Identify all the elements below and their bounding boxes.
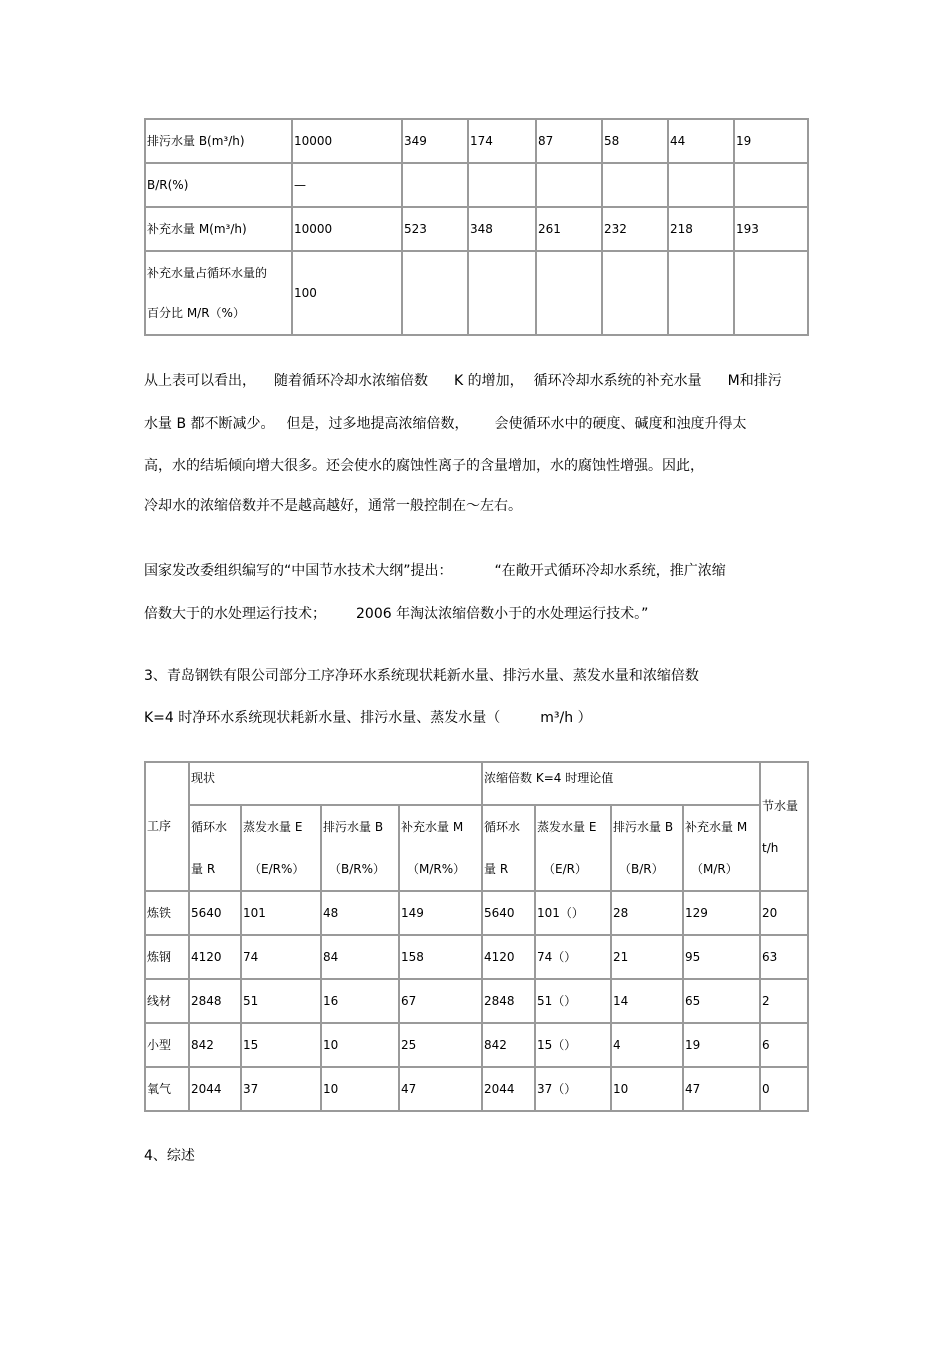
- table-cell: 218: [668, 207, 734, 251]
- header-process: 工序: [145, 762, 189, 891]
- subheader-cell: 循环水 量 R: [482, 805, 535, 891]
- table-cell: 15（）: [535, 1023, 611, 1067]
- header-saving: 节水量 t/h: [760, 762, 808, 891]
- row-label: 线材: [145, 979, 189, 1023]
- row-label: [145, 251, 292, 335]
- table-subheader-row: [145, 805, 808, 891]
- table-cell: 51（）: [535, 979, 611, 1023]
- table-cell: [668, 163, 734, 207]
- section4-title: 4、综述: [144, 1148, 195, 1164]
- table-row: [145, 163, 808, 207]
- table-cell: [536, 251, 602, 335]
- table-cell: 523: [402, 207, 468, 251]
- table-cell: 2044: [482, 1067, 535, 1111]
- table-cell: 5640: [482, 891, 535, 935]
- table-cell: 14: [611, 979, 683, 1023]
- row-label: 小型: [145, 1023, 189, 1067]
- table-cell: [536, 163, 602, 207]
- subheader-cell: 补充水量 M （M/R%）: [399, 805, 482, 891]
- table-cell: 74（）: [535, 935, 611, 979]
- table-cell: 19: [734, 119, 808, 163]
- table-water-system: [144, 761, 809, 1112]
- table-cell: [468, 251, 536, 335]
- table-cell: 10000: [292, 207, 402, 251]
- table-row: [145, 207, 808, 251]
- table-concentration-results: [144, 118, 809, 336]
- table-cell: 58: [602, 119, 668, 163]
- table-cell: 0: [760, 1067, 808, 1111]
- table-cell: 232: [602, 207, 668, 251]
- table-cell: 261: [536, 207, 602, 251]
- subheader-cell: 循环水 量 R: [189, 805, 241, 891]
- row-label: 氧气: [145, 1067, 189, 1111]
- table-cell: 842: [189, 1023, 241, 1067]
- table-cell: 48: [321, 891, 399, 935]
- table-row: [145, 891, 808, 935]
- table-cell: 37（）: [535, 1067, 611, 1111]
- table-cell: 100: [292, 251, 402, 335]
- para2-line1: 国家发改委组织编写的“中国节水技术大纲”提出： “在敞开式循环冷却水系统，推广浓缩: [144, 563, 726, 579]
- table-cell: 15: [241, 1023, 321, 1067]
- table-cell: 20: [760, 891, 808, 935]
- table-cell: 87: [536, 119, 602, 163]
- table-cell: 25: [399, 1023, 482, 1067]
- table-cell: [602, 251, 668, 335]
- table-cell: 101（）: [535, 891, 611, 935]
- table-row: [145, 251, 808, 335]
- row-label-line: 百分比 M/R（%）: [147, 306, 245, 320]
- subheader-cell: 排污水量 B （B/R）: [611, 805, 683, 891]
- para1-line2: 水量 B 都不断减少。 但是，过多地提高浓缩倍数， 会使循环水中的硬度、碱度和浊度升得太: [144, 416, 747, 432]
- table-cell: 348: [468, 207, 536, 251]
- table-cell: [402, 163, 468, 207]
- para1-line1: 从上表可以看出， 随着循环冷却水浓缩倍数 K 的增加， 循环冷却水系统的补充水量 M和排污: [144, 373, 782, 389]
- row-label-line: 补充水量占循环水量的: [147, 266, 268, 280]
- table-cell: 2044: [189, 1067, 241, 1111]
- table-cell: 21: [611, 935, 683, 979]
- table-cell: 4120: [189, 935, 241, 979]
- table-cell: 101: [241, 891, 321, 935]
- row-label: 炼铁: [145, 891, 189, 935]
- table-cell: 349: [402, 119, 468, 163]
- section3-title: 3、青岛钢铁有限公司部分工序净环水系统现状耗新水量、排污水量、蒸发水量和浓缩倍数: [144, 668, 699, 684]
- table-cell: 174: [468, 119, 536, 163]
- subheader-cell: 补充水量 M （M/R）: [683, 805, 760, 891]
- table-cell: [668, 251, 734, 335]
- table-cell: 19: [683, 1023, 760, 1067]
- table-cell: 10: [611, 1067, 683, 1111]
- table-cell: 74: [241, 935, 321, 979]
- para1-line4: 冷却水的浓缩倍数并不是越高越好，通常一般控制在～左右。: [144, 498, 522, 514]
- table-cell: 129: [683, 891, 760, 935]
- table-cell: 44: [668, 119, 734, 163]
- table-row: [145, 935, 808, 979]
- subheader-cell: 排污水量 B （B/R%）: [321, 805, 399, 891]
- row-label: B/R(%): [145, 163, 292, 207]
- subheader-cell: 蒸发水量 E （E/R）: [535, 805, 611, 891]
- table-row: [145, 979, 808, 1023]
- table-cell: [734, 251, 808, 335]
- table-cell: 193: [734, 207, 808, 251]
- row-label: 排污水量 B(m³/h): [145, 119, 292, 163]
- table-cell: 63: [760, 935, 808, 979]
- table-cell: 149: [399, 891, 482, 935]
- table-cell: 47: [399, 1067, 482, 1111]
- table-cell: 47: [683, 1067, 760, 1111]
- table-row: [145, 119, 808, 163]
- table-cell: 10000: [292, 119, 402, 163]
- table-cell: 28: [611, 891, 683, 935]
- table-cell: [734, 163, 808, 207]
- row-label: 补充水量 M(m³/h): [145, 207, 292, 251]
- row-label: 炼钢: [145, 935, 189, 979]
- table-cell: 37: [241, 1067, 321, 1111]
- table-cell: 16: [321, 979, 399, 1023]
- table-header-row: [145, 762, 808, 805]
- para1-line3: 高，水的结垢倾向增大很多。还会使水的腐蚀性离子的含量增加，水的腐蚀性增强。因此，: [144, 458, 704, 474]
- table-cell: 65: [683, 979, 760, 1023]
- table-cell: —: [292, 163, 402, 207]
- table-cell: 6: [760, 1023, 808, 1067]
- table-cell: 2848: [189, 979, 241, 1023]
- header-current: 现状: [189, 762, 482, 805]
- table-cell: 95: [683, 935, 760, 979]
- table-cell: [402, 251, 468, 335]
- table-cell: 10: [321, 1023, 399, 1067]
- para2-line2: 倍数大于的水处理运行技术； 2006 年淘汰浓缩倍数小于的水处理运行技术。”: [144, 606, 649, 622]
- table-cell: 51: [241, 979, 321, 1023]
- table-cell: 158: [399, 935, 482, 979]
- table-cell: 10: [321, 1067, 399, 1111]
- table-row: [145, 1067, 808, 1111]
- table-row: [145, 1023, 808, 1067]
- section3-subtitle: K=4 时净环水系统现状耗新水量、排污水量、蒸发水量（ m³/h ）: [144, 710, 592, 726]
- table-cell: 2848: [482, 979, 535, 1023]
- table-cell: 84: [321, 935, 399, 979]
- table-cell: 67: [399, 979, 482, 1023]
- table-cell: 842: [482, 1023, 535, 1067]
- table-cell: 4: [611, 1023, 683, 1067]
- subheader-cell: 蒸发水量 E （E/R%）: [241, 805, 321, 891]
- table-cell: [468, 163, 536, 207]
- table-cell: 2: [760, 979, 808, 1023]
- table-cell: 4120: [482, 935, 535, 979]
- table-cell: [602, 163, 668, 207]
- header-theory: 浓缩倍数 K=4 时理论值: [482, 762, 760, 805]
- table-cell: 5640: [189, 891, 241, 935]
